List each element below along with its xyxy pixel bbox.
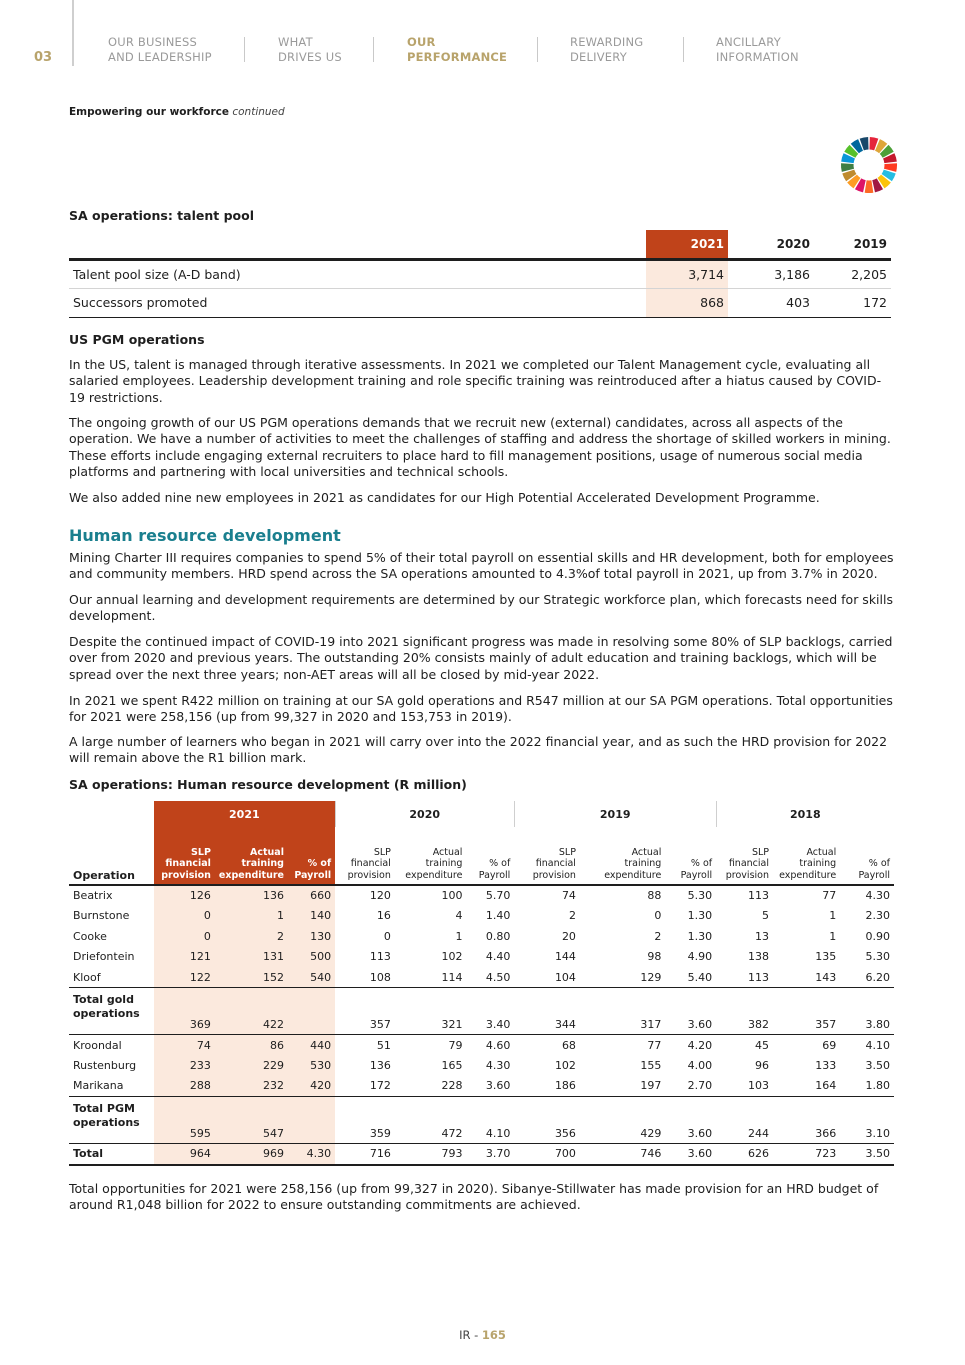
year-2020-header: 2020: [335, 801, 514, 827]
table-cell: 197: [640, 1079, 662, 1092]
operation-name: Kroondal: [73, 1038, 122, 1052]
column-header: [773, 827, 840, 885]
table-cell: 0: [154, 926, 215, 947]
table-cell: 16: [376, 909, 391, 923]
table-cell: 366: [815, 1126, 837, 1140]
table-cell: 103: [748, 1079, 769, 1092]
hrd-paragraph-1: Mining Charter III requires companies to spend 5% of their total payroll on essential skills and HR development, both for employees and community members. HRD spend across the SA operations amounted to 4.3%of total payroll in 2021, up from 3.7% in 2020.: [69, 550, 894, 582]
table-cell: 98: [647, 950, 662, 964]
table-cell: 440: [288, 1035, 335, 1056]
column-header-line: expenditure: [218, 869, 284, 881]
column-header: [288, 827, 335, 885]
us-pgm-paragraph-1: In the US, talent is managed through iterative assessments. In 2021 we completed our Talent Management cycle, evaluating all salaried employees. Leadership development training and role specific training was reintroduced after a hiatus caused by COVID-19 restrictions.: [69, 357, 882, 405]
column-header-line: SLP financial: [535, 846, 576, 869]
table-cell: 964: [154, 1143, 215, 1165]
table-cell: 136: [369, 1058, 391, 1072]
table-cell: 113: [748, 970, 769, 984]
nav-label-line1: ANCILLARY: [716, 35, 781, 49]
table-cell: 3.50: [865, 1058, 890, 1072]
table-cell: 51: [376, 1038, 391, 1052]
table-cell: 121: [154, 947, 215, 968]
breadcrumb-continued: continued: [232, 106, 285, 118]
table-cell: 3.60: [687, 1147, 713, 1161]
column-header-line: Actual: [806, 846, 837, 858]
table-cell: [288, 1096, 335, 1143]
table-row: [69, 947, 894, 968]
table-cell: 229: [215, 1055, 288, 1076]
talent-pool-title: SA operations: talent pool: [69, 208, 254, 223]
table-row: [69, 885, 894, 906]
table-cell: 96: [755, 1058, 769, 1072]
table-cell: 540: [288, 967, 335, 988]
column-header-line: provision: [725, 869, 769, 881]
table-cell: 129: [640, 970, 662, 984]
column-header-line: financial: [165, 858, 211, 869]
table-cell: 1.30: [687, 909, 713, 923]
table-cell: 1.30: [687, 929, 713, 943]
row-label: Talent pool size (A-D band): [73, 266, 241, 282]
table-cell: 317: [640, 1018, 662, 1031]
table-cell: 344: [554, 1018, 576, 1031]
table-cell: 172: [369, 1079, 391, 1092]
table-cell: 131: [215, 947, 288, 968]
column-header-line: % of: [489, 858, 511, 869]
table-cell: 155: [640, 1058, 662, 1072]
table-cell: 69: [822, 1038, 837, 1052]
table-cell: 500: [288, 947, 335, 968]
operation-header: Operation: [73, 868, 135, 882]
table-cell: 382: [748, 1018, 769, 1031]
table-cell: 228: [441, 1079, 463, 1092]
table-cell: 233: [154, 1055, 215, 1076]
closing-paragraph: Total opportunities for 2021 were 258,156 (up from 99,327 in 2020). Sibanye-Stillwater has made provision for an HRD budget of around R1,048 billion for 2022 to ensure outstanding commitments are achieved.: [69, 1181, 879, 1213]
table-row: [69, 288, 891, 317]
table-cell: 357: [815, 1018, 837, 1031]
table-cell: 5.70: [485, 889, 511, 903]
column-header: [665, 827, 716, 885]
operation-name: Burnstone: [73, 909, 130, 923]
table-cell: 6.20: [865, 970, 890, 984]
table-cell: 969: [215, 1143, 288, 1165]
nav-separator: [373, 37, 374, 62]
table-cell: 429: [640, 1126, 662, 1140]
nav-label-line1: OUR BUSINESS: [108, 35, 197, 49]
hrd-paragraph-3: Despite the continued impact of COVID-19 into 2021 significant progress was made in resolving some 80% of SLP backlogs, carried over from 2020 and previous years. The outstanding 20% consists mainly of adult education and training backlogs, which will be spread over the next three years; non-AET areas will all be closed by mid-year 2022.: [69, 634, 893, 682]
table-row: [69, 926, 894, 947]
sdg-segment: [865, 180, 874, 193]
table-cell: 4.30: [485, 1058, 511, 1072]
table-cell: 4.00: [687, 1058, 713, 1072]
table-cell: 13: [755, 929, 769, 943]
table-header-row: [69, 230, 891, 259]
table-cell: 120: [369, 889, 391, 903]
table-cell: 321: [441, 1018, 463, 1031]
operation-name: Total gold operations: [73, 993, 140, 1020]
table-cell: 4.20: [687, 1038, 713, 1052]
page-prefix: IR -: [459, 1328, 482, 1342]
table-cell: 74: [154, 1035, 215, 1056]
column-header-line: SLP: [191, 846, 211, 858]
table-cell: 746: [640, 1147, 662, 1161]
column-header-line: expenditure: [405, 869, 463, 881]
column-header: [514, 827, 580, 885]
table-total-row: [69, 1143, 894, 1165]
table-cell: 102: [554, 1058, 576, 1072]
column-header-line: Payroll: [680, 869, 713, 881]
year-2021-header: 2021: [154, 801, 335, 827]
table-cell: 113: [748, 889, 769, 903]
table-cell: 420: [288, 1076, 335, 1097]
nav-separator: [683, 37, 684, 62]
us-pgm-paragraph-3: We also added nine new employees in 2021 as candidates for our High Potential Accelerated Development Programme.: [69, 490, 820, 505]
table-cell: 135: [815, 950, 837, 964]
table-cell: 2: [568, 909, 576, 923]
column-header-line: Actual: [631, 846, 662, 858]
operation-name: Kloof: [73, 970, 101, 984]
year-2020-header: 2020: [776, 236, 810, 251]
table-row: [69, 1076, 894, 1097]
column-header-line: % of: [307, 858, 332, 869]
chapter-divider: [72, 0, 74, 66]
column-header-line: training: [624, 858, 662, 869]
table-cell: 5: [762, 909, 769, 923]
table-cell: 4: [455, 909, 463, 923]
table-cell: 244: [748, 1126, 769, 1140]
year-header-row: [69, 801, 894, 827]
table-cell: 422: [215, 988, 288, 1035]
nav-ancillary-information[interactable]: [716, 35, 799, 65]
table-cell: 186: [554, 1079, 576, 1092]
hrd-paragraph-4: In 2021 we spent R422 million on training at our SA gold operations and R547 million at our SA PGM operations. Total opportunities for 2021 were 258,156 (up from 99,327 in 2020 and 153,753 in 2019).: [69, 693, 893, 725]
table-cell: 1.40: [485, 909, 511, 923]
column-header-line: Payroll: [858, 869, 890, 881]
table-cell: 114: [441, 970, 463, 984]
chapter-number: 03: [34, 50, 53, 65]
hrd-paragraph-2: Our annual learning and development requirements are determined by our Strategic workforce plan, which forecasts need for skills development.: [69, 592, 893, 624]
column-header-row: [69, 827, 894, 885]
nav-what-drives-us[interactable]: [278, 35, 342, 65]
operation-name: Marikana: [73, 1079, 124, 1092]
cell-2019: 172: [863, 295, 887, 310]
column-header: [215, 827, 288, 885]
column-header: [154, 827, 215, 885]
table-cell: 4.50: [485, 970, 511, 984]
table-cell: 4.30: [865, 889, 890, 903]
table-cell: 133: [815, 1058, 837, 1072]
table-cell: 5.30: [865, 950, 890, 964]
table-row: [69, 259, 891, 288]
table-cell: 472: [441, 1126, 463, 1140]
nav-rewarding-delivery[interactable]: [570, 35, 643, 65]
table-cell: 530: [288, 1055, 335, 1076]
table-cell: 357: [369, 1018, 391, 1031]
hrd-table: [69, 801, 894, 1166]
table-cell: 140: [288, 906, 335, 927]
operation-name: Total PGM operations: [73, 1101, 140, 1129]
table-cell: 113: [369, 950, 391, 964]
hrd-table-title: SA operations: Human resource development (R million): [69, 777, 467, 792]
talent-pool-table: [69, 230, 891, 318]
table-cell: 68: [561, 1038, 576, 1052]
us-pgm-paragraph-2: The ongoing growth of our US PGM operations demands that we recruit new (external) candidates, across all aspects of the operation. We have a number of activities to meet the challenges of staffing and address the shortage of skilled workers in mining. These efforts include engaging external recruiters to place hard to fill management positions, usage of numerous social media platforms and partnering with local universities and technical schools.: [69, 415, 891, 479]
table-total-row: [69, 988, 894, 1035]
column-header-line: Actual: [250, 846, 284, 858]
table-cell: 130: [288, 926, 335, 947]
cell-2020: 3,186: [774, 266, 810, 282]
table-cell: 122: [154, 967, 215, 988]
breadcrumb: [69, 106, 285, 118]
table-cell: 2: [215, 926, 288, 947]
table-cell: 3.60: [485, 1079, 511, 1092]
column-header: [466, 827, 514, 885]
table-cell: 136: [215, 885, 288, 906]
table-cell: 4.30: [288, 1143, 335, 1165]
column-header-line: expenditure: [779, 869, 837, 881]
column-header: [395, 827, 467, 885]
table-cell: 626: [748, 1147, 769, 1161]
table-cell: 1: [829, 909, 837, 923]
nav-our-business[interactable]: [108, 35, 212, 65]
nav-label-line2: INFORMATION: [716, 50, 799, 64]
table-cell: 1: [829, 929, 837, 943]
table-cell: 0.80: [485, 929, 511, 943]
table-cell: 0.90: [865, 929, 890, 943]
table-cell: 144: [554, 950, 576, 964]
table-cell: 359: [369, 1126, 391, 1140]
table-cell: 152: [215, 967, 288, 988]
column-header-line: provision: [347, 869, 391, 881]
table-cell: 165: [441, 1058, 463, 1072]
nav-label-line2: DRIVES US: [278, 50, 342, 64]
hrd-heading: Human resource development: [69, 526, 341, 545]
table-cell: 4.40: [485, 950, 511, 964]
page-value: 165: [481, 1328, 506, 1342]
table-cell: 104: [554, 970, 576, 984]
cell-2020: 403: [786, 295, 810, 310]
column-header-line: provision: [161, 869, 211, 881]
column-header-line: provision: [532, 869, 576, 881]
column-header-line: training: [799, 858, 837, 869]
nav-separator: [537, 37, 538, 62]
table-cell: 79: [448, 1038, 463, 1052]
column-header-line: financial: [350, 858, 391, 869]
operation-name: Rustenburg: [73, 1058, 137, 1072]
nav-label-line1: REWARDING: [570, 35, 644, 49]
table-cell: 100: [441, 889, 463, 903]
table-cell: 77: [822, 889, 837, 903]
column-header-line: financial: [728, 858, 769, 869]
hrd-paragraph-5: A large number of learners who began in 2021 will carry over into the 2022 financial year, and as such the HRD provision for 2022 will remain above the R1 billion mark.: [69, 734, 888, 766]
table-cell: 723: [815, 1147, 837, 1161]
table-cell: 5.40: [687, 970, 713, 984]
table-cell: 77: [647, 1038, 662, 1052]
column-header: [580, 827, 665, 885]
column-header-line: training: [425, 858, 463, 869]
table-row: [69, 967, 894, 988]
operation-name: Driefontein: [73, 950, 135, 964]
table-cell: 3.40: [485, 1018, 511, 1031]
table-cell: 45: [755, 1038, 769, 1052]
table-cell: 3.70: [485, 1147, 511, 1161]
operation-name: Beatrix: [73, 889, 113, 903]
year-2019-header: 2019: [853, 236, 887, 251]
table-cell: 3.10: [865, 1126, 890, 1140]
table-cell: 547: [215, 1096, 288, 1143]
table-cell: 126: [154, 885, 215, 906]
table-cell: 20: [561, 929, 576, 943]
nav-label-line2: DELIVERY: [570, 50, 627, 64]
table-cell: 143: [815, 970, 837, 984]
table-cell: 4.90: [687, 950, 713, 964]
table-cell: 108: [369, 970, 391, 984]
table-cell: 700: [554, 1147, 576, 1161]
operation-name: Cooke: [73, 929, 107, 943]
table-cell: 5.30: [687, 889, 713, 903]
table-cell: 356: [554, 1126, 576, 1140]
table-cell: [288, 988, 335, 1035]
table-cell: 86: [215, 1035, 288, 1056]
table-cell: 716: [369, 1147, 391, 1161]
nav-our-performance[interactable]: [407, 35, 507, 65]
nav-separator: [244, 37, 245, 62]
table-cell: 2: [654, 929, 662, 943]
year-2021-header: 2021: [646, 230, 728, 259]
table-cell: 3.60: [687, 1018, 713, 1031]
table-cell: 4.10: [865, 1038, 890, 1052]
cell-2019: 2,205: [851, 266, 887, 282]
column-header-line: SLP: [373, 846, 391, 858]
nav-label-line2: PERFORMANCE: [407, 50, 508, 64]
column-header: [335, 827, 395, 885]
nav-label-line1: WHAT: [278, 35, 313, 49]
table-cell: 595: [154, 1096, 215, 1143]
table-cell: 660: [288, 885, 335, 906]
chapter-header: [0, 0, 965, 80]
page-number: [0, 1328, 965, 1342]
table-cell: 288: [154, 1076, 215, 1097]
table-cell: 4.60: [485, 1038, 511, 1052]
table-cell: 4.10: [485, 1126, 511, 1140]
year-2018-header: 2018: [716, 801, 894, 827]
table-cell: 369: [154, 988, 215, 1035]
table-cell: 232: [215, 1076, 288, 1097]
table-cell: 3.60: [687, 1126, 713, 1140]
cell-2021: 868: [646, 288, 728, 317]
sdg-wheel-icon: [840, 136, 898, 194]
year-2019-header: 2019: [514, 801, 716, 827]
row-label: Successors promoted: [73, 295, 208, 310]
nav-label-line1: OUR: [407, 35, 436, 49]
table-row: [69, 1055, 894, 1076]
table-cell: 0: [383, 929, 391, 943]
cell-2021: 3,714: [646, 259, 728, 288]
table-cell: 3.50: [865, 1147, 890, 1161]
table-total-row: [69, 1096, 894, 1143]
operation-name: Total: [73, 1147, 104, 1161]
column-header-line: expenditure: [604, 869, 662, 881]
column-header-line: SLP: [751, 846, 769, 858]
table-cell: 2.30: [865, 909, 890, 923]
column-header: [716, 827, 773, 885]
table-cell: 0: [154, 906, 215, 927]
table-cell: 102: [441, 950, 463, 964]
column-header-line: % of: [868, 858, 890, 869]
table-cell: 164: [815, 1079, 837, 1092]
table-cell: 88: [647, 889, 662, 903]
column-header: [840, 827, 894, 885]
table-cell: 793: [441, 1147, 463, 1161]
table-row: [69, 1035, 894, 1056]
column-header-line: Actual: [432, 846, 463, 858]
table-cell: 74: [561, 889, 576, 903]
table-cell: 1: [215, 906, 288, 927]
nav-label-line2: AND LEADERSHIP: [108, 50, 212, 64]
table-cell: 138: [748, 950, 769, 964]
table-cell: 3.80: [865, 1018, 890, 1031]
column-header-line: % of: [690, 858, 713, 869]
us-pgm-title: US PGM operations: [69, 332, 205, 347]
column-header-line: Payroll: [478, 869, 511, 881]
column-header-line: training: [241, 858, 284, 869]
table-cell: 1: [455, 929, 463, 943]
breadcrumb-section: Empowering our workforce: [69, 106, 229, 118]
table-row: [69, 906, 894, 927]
table-cell: 0: [654, 909, 662, 923]
column-header-line: Payroll: [294, 869, 332, 881]
table-cell: 1.80: [865, 1079, 890, 1092]
table-cell: 2.70: [687, 1079, 713, 1092]
